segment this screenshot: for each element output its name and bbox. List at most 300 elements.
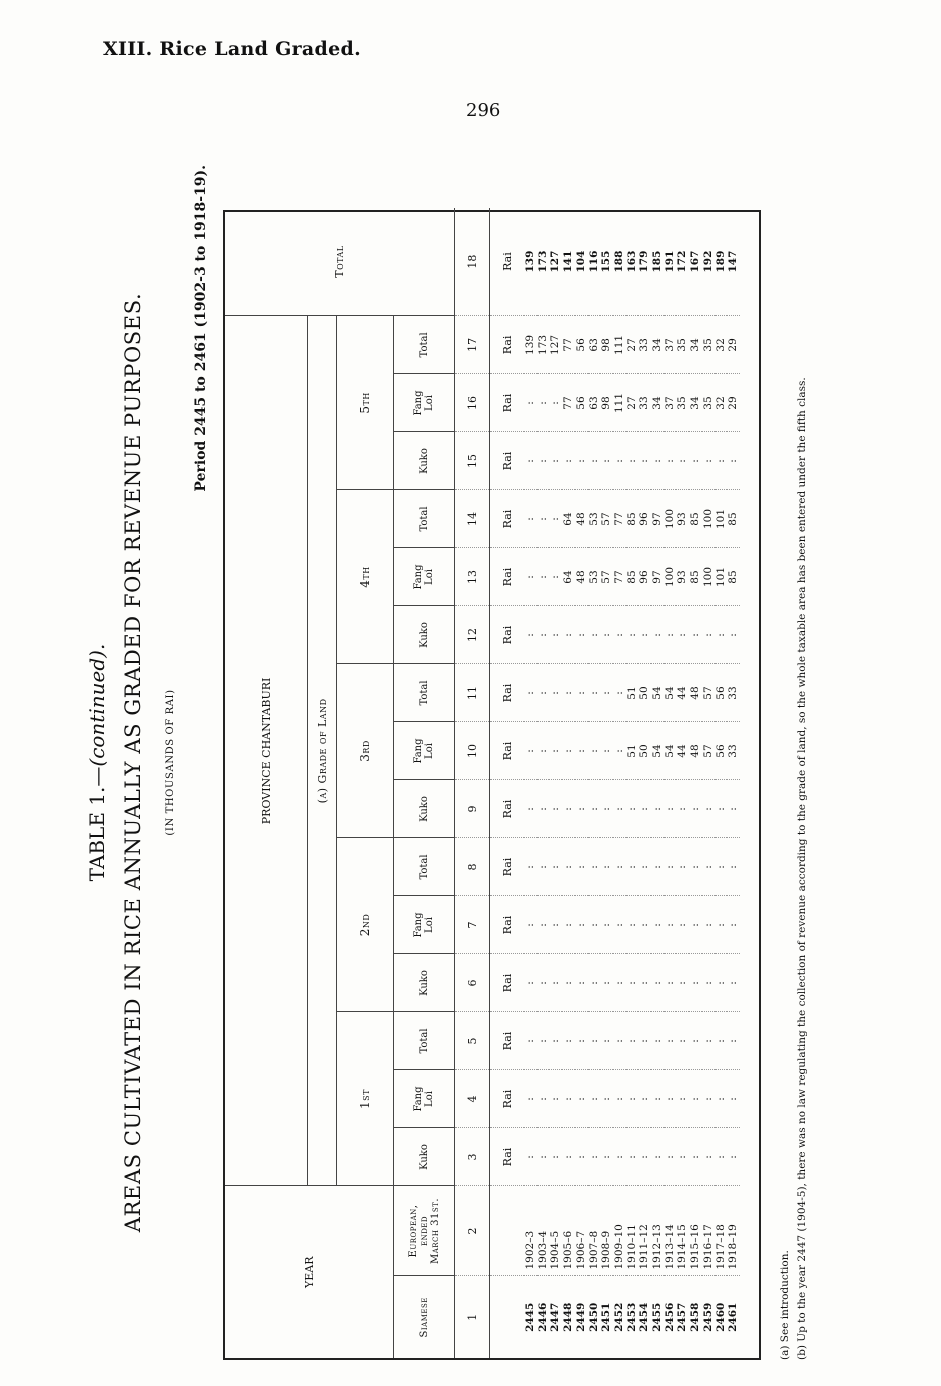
empty-cell: : [613,780,626,838]
european-year: 1914–15 [676,1186,689,1276]
fifth-fang-loi-cell: 27 [626,374,639,432]
empty-cell: : [638,432,651,490]
header-grade-of-land: (a) Grade of Land [308,316,337,1186]
table-row [600,208,613,1358]
fifth-total-cell: 56 [575,316,588,374]
empty-cell: : [715,432,728,490]
fifth-total-cell: 111 [613,316,626,374]
empty-cell: : [651,1012,664,1070]
empty-cell: : [715,606,728,664]
empty-cell: : [562,780,575,838]
empty-cell: : [702,432,715,490]
empty-cell: : [575,780,588,838]
siamese-year: 2447 [549,1276,562,1358]
header-grand-total: Total [225,208,455,316]
grand-total-cell: 167 [689,250,702,273]
third-total-cell: 44 [676,664,689,722]
section-title: XIII. Rice Land Graded. [103,38,362,60]
fifth-fang-loi-cell: 29 [727,374,740,432]
empty-cell: : [600,896,613,954]
siamese-year: 2452 [613,1276,626,1358]
column-number: 16 [455,374,490,432]
fourth-fang-loi-cell: 77 [613,548,626,606]
empty-cell: : [575,838,588,896]
empty-cell: : [689,1012,702,1070]
empty-cell: : [524,606,537,664]
fourth-total-cell: 48 [575,490,588,548]
fourth-total-cell: 85 [626,490,639,548]
table-units: (IN THOUSANDS OF RAI) [165,689,176,836]
empty-cell: : [537,780,550,838]
unit-label: Rai [490,954,525,1012]
header-kuko-grade-1: Kuko [394,1128,455,1186]
fifth-fang-loi-cell: : [537,374,550,432]
header-grade-4: 4th [337,490,394,664]
european-year: 1903–4 [537,1186,550,1276]
fourth-total-cell: 77 [613,490,626,548]
empty-cell: : [702,838,715,896]
empty-cell: : [588,606,601,664]
fourth-total-cell: 57 [600,490,613,548]
table-heading: AREAS CULTIVATED IN RICE ANNUALLY AS GRADED FOR REVENUE PURPOSES. [121,292,145,1233]
column-number: 10 [455,722,490,780]
empty-cell: : [638,1128,651,1186]
fifth-total-cell: 98 [600,316,613,374]
empty-cell: : [575,1070,588,1128]
header-fang-loi-grade-3: Fang Loi [394,722,455,780]
empty-cell: : [702,606,715,664]
empty-cell: : [702,954,715,1012]
empty-cell: : [588,838,601,896]
siamese-year: 2451 [600,1276,613,1358]
european-year: 1915–16 [689,1186,702,1276]
fourth-fang-loi-cell: 93 [676,548,689,606]
third-fang-loi-cell: : [549,722,562,780]
siamese-year: 2455 [651,1276,664,1358]
header-total-grade-3: Total [394,664,455,722]
grand-total-cell: 188 [612,250,625,273]
empty-cell: : [715,954,728,1012]
empty-cell: : [676,606,689,664]
fifth-total-cell: 35 [702,316,715,374]
unit-blank [490,1276,525,1358]
european-year: 1912–13 [651,1186,664,1276]
empty-cell: : [664,432,677,490]
empty-cell: : [613,606,626,664]
third-total-cell: : [524,664,537,722]
empty-cell: : [524,432,537,490]
empty-cell: : [702,780,715,838]
empty-cell: : [727,896,740,954]
fifth-total-cell: 34 [689,316,702,374]
grand-total-cell: 179 [638,250,651,273]
empty-cell: : [575,1128,588,1186]
header-kuko-grade-3: Kuko [394,780,455,838]
empty-cell: : [676,896,689,954]
unit-label: Rai [490,432,525,490]
unit-label: Rai [490,780,525,838]
siamese-year: 2461 [727,1276,740,1358]
fourth-total-cell: 100 [702,490,715,548]
empty-cell: : [651,1128,664,1186]
table-row [664,208,677,1358]
fourth-fang-loi-cell: 85 [689,548,702,606]
footnotes [777,165,811,1360]
header-fang-loi-grade-5: Fang Loi [394,374,455,432]
fourth-fang-loi-cell: 97 [651,548,664,606]
empty-cell: : [626,606,639,664]
page-number: 296 [466,100,501,121]
fifth-fang-loi-cell: 98 [600,374,613,432]
fifth-total-cell: 139 [524,316,537,374]
empty-cell: : [664,1012,677,1070]
third-total-cell: 54 [651,664,664,722]
header-fang-loi-grade-4: Fang Loi [394,548,455,606]
empty-cell: : [549,1070,562,1128]
european-year: 1918–19 [727,1186,740,1276]
fourth-total-cell: 85 [689,490,702,548]
empty-cell: : [537,954,550,1012]
third-total-cell: 50 [638,664,651,722]
empty-cell: : [626,1012,639,1070]
table-frame [223,210,761,1360]
empty-cell: : [524,1070,537,1128]
siamese-year: 2446 [537,1276,550,1358]
european-year: 1916–17 [702,1186,715,1276]
third-total-cell: 57 [702,664,715,722]
empty-cell: : [524,954,537,1012]
empty-cell: : [562,954,575,1012]
empty-cell: : [689,780,702,838]
empty-cell: : [562,896,575,954]
table-row [676,208,689,1358]
unit-label: Rai [500,252,514,271]
empty-cell: : [575,954,588,1012]
empty-cell: : [715,896,728,954]
european-year: 1906–7 [575,1186,588,1276]
third-total-cell: : [537,664,550,722]
empty-cell: : [727,838,740,896]
fourth-fang-loi-cell: 85 [626,548,639,606]
fifth-total-cell: 127 [549,316,562,374]
grand-total-cell: 185 [651,250,664,273]
fifth-total-cell: 63 [588,316,601,374]
grand-total-cell: 147 [727,250,740,273]
empty-cell: : [727,954,740,1012]
empty-cell: : [537,606,550,664]
third-fang-loi-cell: 57 [702,722,715,780]
fourth-total-cell: : [524,490,537,548]
fifth-total-cell: 35 [676,316,689,374]
fifth-total-cell: 29 [727,316,740,374]
fourth-total-cell: : [549,490,562,548]
empty-cell: : [524,1012,537,1070]
fourth-fang-loi-cell: : [537,548,550,606]
empty-cell: : [600,432,613,490]
table-filler-row [740,208,759,1358]
third-fang-loi-cell: : [575,722,588,780]
third-fang-loi-cell: 54 [651,722,664,780]
header-province: PROVINCE CHANTABURI [225,316,308,1186]
header-kuko-grade-2: Kuko [394,954,455,1012]
fourth-fang-loi-cell: : [524,548,537,606]
empty-cell: : [562,1070,575,1128]
header-kuko-grade-5: Kuko [394,432,455,490]
empty-cell: : [651,954,664,1012]
empty-cell: : [715,1012,728,1070]
fourth-fang-loi-cell: 85 [727,548,740,606]
fourth-total-cell: 97 [651,490,664,548]
header-kuko-grade-4: Kuko [394,606,455,664]
empty-cell: : [727,606,740,664]
empty-cell: : [676,954,689,1012]
empty-cell: : [600,1012,613,1070]
empty-cell: : [676,780,689,838]
empty-cell: : [689,896,702,954]
header-siamese: Siamese [394,1276,455,1358]
column-number: 7 [455,896,490,954]
empty-cell: : [715,1070,728,1128]
column-number: 8 [455,838,490,896]
grand-total-cell: 127 [549,250,562,273]
column-number: 13 [455,548,490,606]
fourth-total-cell: 85 [727,490,740,548]
empty-cell: : [562,432,575,490]
empty-cell: : [664,1128,677,1186]
header-grade-3: 3rd [337,664,394,838]
empty-cell: : [727,1128,740,1186]
fourth-fang-loi-cell: : [549,548,562,606]
empty-cell: : [613,954,626,1012]
siamese-year: 2458 [689,1276,702,1358]
empty-cell: : [689,838,702,896]
empty-cell: : [689,432,702,490]
table-row [702,208,715,1358]
empty-cell: : [588,432,601,490]
third-fang-loi-cell: 44 [676,722,689,780]
empty-cell: : [524,1128,537,1186]
table-row [651,208,664,1358]
third-total-cell: : [549,664,562,722]
unit-label: Rai [490,490,525,548]
empty-cell: : [638,1070,651,1128]
header-total-grade-1: Total [394,1012,455,1070]
empty-cell: : [727,432,740,490]
empty-cell: : [702,1070,715,1128]
siamese-year: 2449 [575,1276,588,1358]
rice-land-table [225,208,759,1358]
grand-total-cell: 139 [524,250,536,273]
third-total-cell: : [588,664,601,722]
empty-cell: : [575,1012,588,1070]
empty-cell: : [689,606,702,664]
empty-cell: : [600,954,613,1012]
fourth-total-cell: 100 [664,490,677,548]
empty-cell: : [613,1128,626,1186]
fourth-fang-loi-cell: 64 [562,548,575,606]
empty-cell: : [715,780,728,838]
european-year: 1904–5 [549,1186,562,1276]
table-filler [740,208,759,1358]
empty-cell: : [702,1128,715,1186]
grand-total-cell: 104 [574,250,587,273]
empty-cell: : [689,1128,702,1186]
fifth-total-cell: 33 [638,316,651,374]
third-fang-loi-cell: : [562,722,575,780]
empty-cell: : [575,896,588,954]
table-row [524,208,537,1358]
european-year: 1909–10 [613,1186,626,1276]
unit-label: Rai [490,838,525,896]
fifth-fang-loi-cell: 56 [575,374,588,432]
empty-cell: : [600,1070,613,1128]
empty-cell: : [664,954,677,1012]
fifth-fang-loi-cell: 111 [613,374,626,432]
empty-cell: : [676,838,689,896]
empty-cell: : [524,838,537,896]
table-row [727,208,740,1358]
third-total-cell: 51 [626,664,639,722]
empty-cell: : [537,1070,550,1128]
empty-cell: : [549,780,562,838]
column-number: 11 [455,664,490,722]
unit-blank [490,1186,525,1276]
unit-label: Rai [490,664,525,722]
unit-row [490,208,525,1358]
empty-cell: : [651,606,664,664]
empty-cell: : [626,838,639,896]
table-row [626,208,639,1358]
column-number: 12 [455,606,490,664]
column-number: 3 [455,1128,490,1186]
empty-cell: : [638,780,651,838]
empty-cell: : [549,954,562,1012]
column-number: 17 [455,316,490,374]
empty-cell: : [613,1070,626,1128]
column-number-row [455,208,490,1358]
grand-total-cell: 155 [600,250,613,273]
third-total-cell: 56 [715,664,728,722]
empty-cell: : [626,954,639,1012]
header-grade-2: 2nd [337,838,394,1012]
empty-cell: : [638,838,651,896]
unit-label: Rai [490,606,525,664]
empty-cell: : [549,432,562,490]
empty-cell: : [715,1128,728,1186]
third-fang-loi-cell: : [600,722,613,780]
siamese-year: 2454 [638,1276,651,1358]
fifth-fang-loi-cell: 33 [638,374,651,432]
empty-cell: : [626,432,639,490]
empty-cell: : [702,1012,715,1070]
siamese-year: 2459 [702,1276,715,1358]
empty-cell: : [549,1012,562,1070]
empty-cell: : [689,1070,702,1128]
column-number: 4 [455,1070,490,1128]
third-fang-loi-cell: : [588,722,601,780]
grand-total-cell: 191 [663,250,676,273]
third-fang-loi-cell: 48 [689,722,702,780]
empty-cell: : [588,954,601,1012]
european-year: 1913–14 [664,1186,677,1276]
column-number: 14 [455,490,490,548]
european-year: 1907–8 [588,1186,601,1276]
unit-label: Rai [490,722,525,780]
fourth-fang-loi-cell: 100 [664,548,677,606]
empty-cell: : [613,896,626,954]
empty-cell: : [600,780,613,838]
third-fang-loi-cell: 56 [715,722,728,780]
fifth-fang-loi-cell: 77 [562,374,575,432]
empty-cell: : [549,606,562,664]
header-grade-5: 5th [337,316,394,490]
empty-cell: : [588,1012,601,1070]
grand-total-cell: 173 [536,250,549,273]
european-year: 1905–6 [562,1186,575,1276]
empty-cell: : [664,896,677,954]
empty-cell: : [638,896,651,954]
empty-cell: : [689,954,702,1012]
column-number: 6 [455,954,490,1012]
third-fang-loi-cell: : [613,722,626,780]
empty-cell: : [626,896,639,954]
empty-cell: : [727,1070,740,1128]
empty-cell: : [600,838,613,896]
empty-cell: : [613,432,626,490]
fourth-fang-loi-cell: 101 [715,548,728,606]
table-period: Period 2445 to 2461 (1902-3 to 1918-19). [193,165,209,492]
empty-cell: : [524,896,537,954]
table-title: TABLE 1.—(continued). [85,643,109,882]
fourth-total-cell: 96 [638,490,651,548]
empty-cell: : [638,606,651,664]
empty-cell: : [613,838,626,896]
empty-cell: : [562,1128,575,1186]
empty-cell: : [562,606,575,664]
header-fang-loi-grade-2: Fang Loi [394,896,455,954]
unit-label: Rai [490,548,525,606]
fifth-fang-loi-cell: 35 [702,374,715,432]
empty-cell: : [651,432,664,490]
fourth-total-cell: 93 [676,490,689,548]
fourth-total-cell: 101 [715,490,728,548]
fifth-fang-loi-cell: 35 [676,374,689,432]
unit-label: Rai [490,896,525,954]
empty-cell: : [651,896,664,954]
empty-cell: : [588,1070,601,1128]
unit-label: Rai [490,374,525,432]
column-number: 15 [455,432,490,490]
empty-cell: : [715,838,728,896]
column-number: 1 [455,1276,490,1358]
siamese-year: 2448 [562,1276,575,1358]
empty-cell: : [727,1012,740,1070]
footnote-b: (b) Up to the year 2447 (1904-5), there was no law regulating the collection of revenue according to the grade of land, so the whole taxable area has been entered under the fifth class. [796,377,808,1360]
table-row [588,208,601,1358]
fifth-fang-loi-cell: : [549,374,562,432]
fourth-fang-loi-cell: 96 [638,548,651,606]
third-total-cell: : [600,664,613,722]
unit-label: Rai [490,1128,525,1186]
empty-cell: : [549,896,562,954]
header-european: European, ended March 31st. [394,1186,455,1276]
third-fang-loi-cell: 51 [626,722,639,780]
siamese-year: 2445 [524,1276,537,1358]
third-fang-loi-cell: : [524,722,537,780]
unit-label: Rai [490,1012,525,1070]
fourth-total-cell: 64 [562,490,575,548]
empty-cell: : [676,432,689,490]
